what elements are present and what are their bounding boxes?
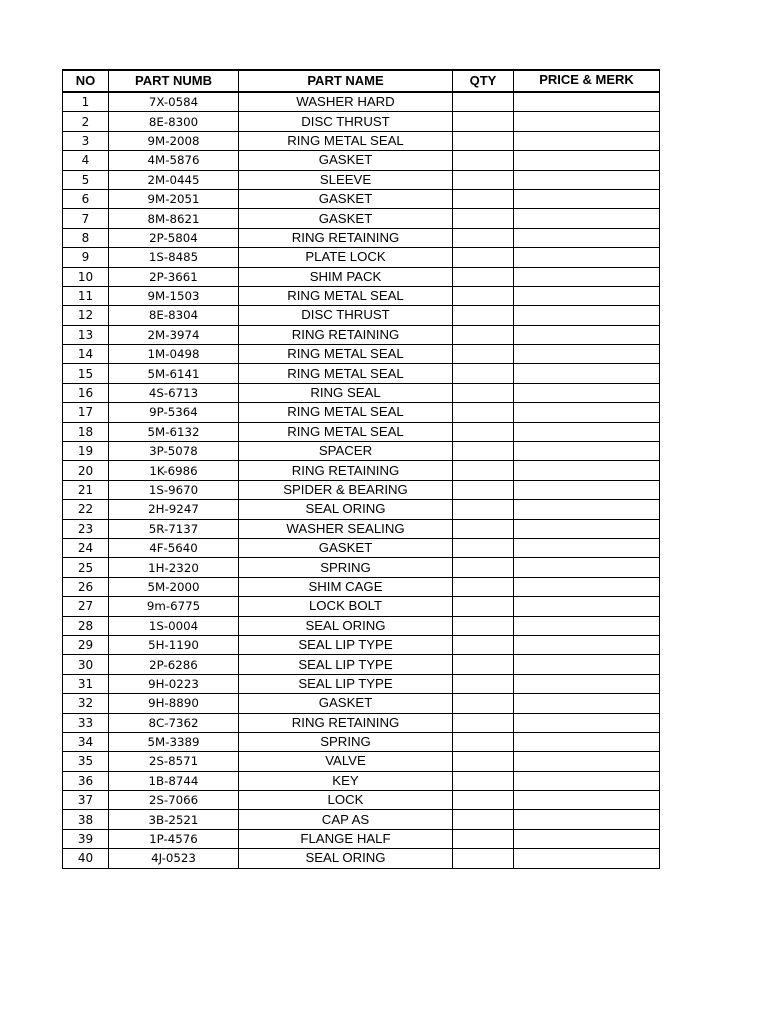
cell-part-numb: 2S-7066 [109, 791, 239, 810]
cell-qty[interactable] [453, 655, 514, 674]
cell-price-merk[interactable] [514, 791, 660, 810]
cell-part-name: GASKET [239, 209, 453, 228]
cell-no: 11 [63, 286, 109, 305]
cell-price-merk[interactable] [514, 558, 660, 577]
cell-part-name: LOCK [239, 791, 453, 810]
table-row [63, 771, 660, 790]
cell-part-name: RING RETAINING [239, 228, 453, 247]
table-row [63, 694, 660, 713]
cell-part-name: GASKET [239, 694, 453, 713]
cell-no: 16 [63, 383, 109, 402]
cell-part-numb: 1S-8485 [109, 248, 239, 267]
table-row [63, 500, 660, 519]
cell-part-numb: 8E-8304 [109, 306, 239, 325]
cell-qty[interactable] [453, 248, 514, 267]
cell-no: 24 [63, 538, 109, 557]
cell-qty[interactable] [453, 694, 514, 713]
cell-no: 1 [63, 92, 109, 112]
cell-price-merk[interactable] [514, 732, 660, 751]
cell-price-merk[interactable] [514, 248, 660, 267]
cell-part-numb: 1S-0004 [109, 616, 239, 635]
cell-qty[interactable] [453, 849, 514, 868]
table-row [63, 558, 660, 577]
cell-no: 26 [63, 577, 109, 596]
cell-part-name: SEAL LIP TYPE [239, 655, 453, 674]
table-row [63, 189, 660, 208]
cell-no: 32 [63, 694, 109, 713]
table-row [63, 170, 660, 189]
cell-qty[interactable] [453, 325, 514, 344]
cell-price-merk[interactable] [514, 480, 660, 499]
cell-no: 19 [63, 442, 109, 461]
cell-no: 23 [63, 519, 109, 538]
cell-no: 14 [63, 345, 109, 364]
table-row [63, 286, 660, 305]
cell-part-name: RING METAL SEAL [239, 345, 453, 364]
cell-qty[interactable] [453, 442, 514, 461]
cell-qty[interactable] [453, 228, 514, 247]
cell-qty[interactable] [453, 461, 514, 480]
table-row [63, 674, 660, 693]
cell-price-merk[interactable] [514, 403, 660, 422]
cell-part-name: SEAL LIP TYPE [239, 635, 453, 654]
cell-price-merk[interactable] [514, 228, 660, 247]
cell-part-numb: 5M-6132 [109, 422, 239, 441]
cell-price-merk[interactable] [514, 519, 660, 538]
cell-part-name: RING METAL SEAL [239, 131, 453, 150]
table-row [63, 364, 660, 383]
cell-part-numb: 9P-5364 [109, 403, 239, 422]
cell-qty[interactable] [453, 771, 514, 790]
cell-part-numb: 2P-5804 [109, 228, 239, 247]
cell-qty[interactable] [453, 189, 514, 208]
cell-part-name: DISC THRUST [239, 306, 453, 325]
cell-price-merk[interactable] [514, 752, 660, 771]
cell-qty[interactable] [453, 597, 514, 616]
table-row [63, 752, 660, 771]
cell-qty[interactable] [453, 519, 514, 538]
cell-price-merk[interactable] [514, 810, 660, 829]
table-row [63, 519, 660, 538]
cell-part-numb: 1H-2320 [109, 558, 239, 577]
cell-part-name: DISC THRUST [239, 112, 453, 131]
cell-part-numb: 4M-5876 [109, 151, 239, 170]
cell-price-merk[interactable] [514, 577, 660, 596]
cell-part-name: SPRING [239, 558, 453, 577]
cell-qty[interactable] [453, 674, 514, 693]
cell-part-name: WASHER SEALING [239, 519, 453, 538]
cell-no: 13 [63, 325, 109, 344]
cell-part-numb: 7X-0584 [109, 92, 239, 112]
cell-price-merk[interactable] [514, 306, 660, 325]
cell-price-merk[interactable] [514, 325, 660, 344]
header-qty: QTY [453, 70, 514, 92]
cell-part-name: SHIM CAGE [239, 577, 453, 596]
cell-part-numb: 5M-6141 [109, 364, 239, 383]
cell-part-numb: 5M-2000 [109, 577, 239, 596]
cell-price-merk[interactable] [514, 345, 660, 364]
table-row [63, 92, 660, 112]
cell-no: 31 [63, 674, 109, 693]
cell-part-name: SPRING [239, 732, 453, 751]
table-row [63, 325, 660, 344]
cell-no: 17 [63, 403, 109, 422]
cell-part-numb: 2M-3974 [109, 325, 239, 344]
cell-part-name: VALVE [239, 752, 453, 771]
cell-part-name: SEAL ORING [239, 616, 453, 635]
cell-qty[interactable] [453, 752, 514, 771]
cell-part-name: GASKET [239, 189, 453, 208]
cell-no: 7 [63, 209, 109, 228]
cell-qty[interactable] [453, 364, 514, 383]
cell-part-numb: 1K-6986 [109, 461, 239, 480]
cell-no: 20 [63, 461, 109, 480]
table-row [63, 597, 660, 616]
cell-qty[interactable] [453, 151, 514, 170]
cell-price-merk[interactable] [514, 713, 660, 732]
cell-part-name: RING METAL SEAL [239, 364, 453, 383]
cell-no: 35 [63, 752, 109, 771]
table-row [63, 713, 660, 732]
cell-part-numb: 4J-0523 [109, 849, 239, 868]
cell-part-name: SLEEVE [239, 170, 453, 189]
cell-part-name: GASKET [239, 538, 453, 557]
cell-part-numb: 9M-2008 [109, 131, 239, 150]
cell-qty[interactable] [453, 383, 514, 402]
cell-no: 39 [63, 829, 109, 848]
cell-no: 25 [63, 558, 109, 577]
header-part-numb: PART NUMB [109, 70, 239, 92]
table-row [63, 461, 660, 480]
cell-price-merk[interactable] [514, 151, 660, 170]
cell-no: 2 [63, 112, 109, 131]
cell-part-numb: 8E-8300 [109, 112, 239, 131]
cell-part-numb: 5H-1190 [109, 635, 239, 654]
cell-price-merk[interactable] [514, 286, 660, 305]
cell-part-name: SHIM PACK [239, 267, 453, 286]
table-row [63, 228, 660, 247]
cell-price-merk[interactable] [514, 461, 660, 480]
cell-qty[interactable] [453, 112, 514, 131]
cell-price-merk[interactable] [514, 674, 660, 693]
cell-part-numb: 2P-6286 [109, 655, 239, 674]
cell-price-merk[interactable] [514, 655, 660, 674]
cell-part-numb: 2P-3661 [109, 267, 239, 286]
cell-part-name: RING METAL SEAL [239, 422, 453, 441]
cell-part-name: SEAL ORING [239, 849, 453, 868]
cell-no: 12 [63, 306, 109, 325]
cell-no: 8 [63, 228, 109, 247]
cell-qty[interactable] [453, 209, 514, 228]
cell-no: 6 [63, 189, 109, 208]
cell-price-merk[interactable] [514, 616, 660, 635]
cell-qty[interactable] [453, 713, 514, 732]
table-row [63, 829, 660, 848]
cell-no: 9 [63, 248, 109, 267]
cell-price-merk[interactable] [514, 849, 660, 868]
table-row [63, 209, 660, 228]
cell-part-name: RING METAL SEAL [239, 403, 453, 422]
cell-part-numb: 3P-5078 [109, 442, 239, 461]
cell-part-numb: 9M-2051 [109, 189, 239, 208]
cell-no: 37 [63, 791, 109, 810]
cell-no: 27 [63, 597, 109, 616]
parts-table [62, 69, 660, 869]
cell-price-merk[interactable] [514, 694, 660, 713]
cell-qty[interactable] [453, 732, 514, 751]
cell-part-name: PLATE LOCK [239, 248, 453, 267]
table-row [63, 306, 660, 325]
cell-price-merk[interactable] [514, 597, 660, 616]
cell-part-numb: 1B-8744 [109, 771, 239, 790]
cell-part-numb: 9m-6775 [109, 597, 239, 616]
cell-part-numb: 2M-0445 [109, 170, 239, 189]
cell-qty[interactable] [453, 635, 514, 654]
cell-part-name: RING RETAINING [239, 461, 453, 480]
table-row [63, 345, 660, 364]
table-row [63, 732, 660, 751]
cell-price-merk[interactable] [514, 500, 660, 519]
table-row [63, 655, 660, 674]
cell-no: 33 [63, 713, 109, 732]
cell-qty[interactable] [453, 558, 514, 577]
cell-part-name: SPACER [239, 442, 453, 461]
cell-no: 30 [63, 655, 109, 674]
cell-price-merk[interactable] [514, 442, 660, 461]
cell-qty[interactable] [453, 810, 514, 829]
table-row [63, 422, 660, 441]
cell-part-numb: 8C-7362 [109, 713, 239, 732]
table-row [63, 383, 660, 402]
header-no: NO [63, 70, 109, 92]
cell-price-merk[interactable] [514, 131, 660, 150]
cell-part-name: SPIDER & BEARING [239, 480, 453, 499]
cell-no: 36 [63, 771, 109, 790]
cell-part-name: RING RETAINING [239, 325, 453, 344]
cell-part-numb: 4F-5640 [109, 538, 239, 557]
table-row [63, 131, 660, 150]
cell-no: 5 [63, 170, 109, 189]
cell-price-merk[interactable] [514, 383, 660, 402]
cell-part-numb: 9H-8890 [109, 694, 239, 713]
cell-part-numb: 1S-9670 [109, 480, 239, 499]
cell-part-name: SEAL ORING [239, 500, 453, 519]
table-row [63, 480, 660, 499]
cell-no: 38 [63, 810, 109, 829]
cell-part-numb: 5R-7137 [109, 519, 239, 538]
cell-price-merk[interactable] [514, 829, 660, 848]
cell-price-merk[interactable] [514, 112, 660, 131]
cell-price-merk[interactable] [514, 538, 660, 557]
header-row [63, 70, 660, 92]
table-row [63, 403, 660, 422]
cell-part-numb: 9H-0223 [109, 674, 239, 693]
cell-price-merk[interactable] [514, 170, 660, 189]
parts-list-sheet [62, 69, 659, 869]
cell-part-name: KEY [239, 771, 453, 790]
cell-qty[interactable] [453, 345, 514, 364]
cell-qty[interactable] [453, 92, 514, 112]
cell-no: 18 [63, 422, 109, 441]
cell-qty[interactable] [453, 829, 514, 848]
table-row [63, 635, 660, 654]
cell-no: 21 [63, 480, 109, 499]
cell-part-name: LOCK BOLT [239, 597, 453, 616]
cell-qty[interactable] [453, 403, 514, 422]
cell-price-merk[interactable] [514, 189, 660, 208]
cell-qty[interactable] [453, 422, 514, 441]
cell-part-name: FLANGE HALF [239, 829, 453, 848]
cell-part-numb: 2S-8571 [109, 752, 239, 771]
cell-part-name: WASHER HARD [239, 92, 453, 112]
header-price-merk: PRICE & MERK [514, 70, 660, 92]
cell-no: 22 [63, 500, 109, 519]
cell-qty[interactable] [453, 791, 514, 810]
cell-no: 4 [63, 151, 109, 170]
table-row [63, 248, 660, 267]
cell-part-numb: 9M-1503 [109, 286, 239, 305]
cell-no: 29 [63, 635, 109, 654]
cell-no: 34 [63, 732, 109, 751]
cell-qty[interactable] [453, 577, 514, 596]
cell-qty[interactable] [453, 286, 514, 305]
table-row [63, 849, 660, 868]
cell-price-merk[interactable] [514, 267, 660, 286]
cell-part-name: CAP AS [239, 810, 453, 829]
table-row [63, 616, 660, 635]
cell-qty[interactable] [453, 538, 514, 557]
table-row [63, 791, 660, 810]
cell-part-numb: 3B-2521 [109, 810, 239, 829]
cell-price-merk[interactable] [514, 364, 660, 383]
cell-qty[interactable] [453, 131, 514, 150]
cell-part-numb: 2H-9247 [109, 500, 239, 519]
cell-qty[interactable] [453, 480, 514, 499]
cell-price-merk[interactable] [514, 92, 660, 112]
header-part-name: PART NAME [239, 70, 453, 92]
cell-qty[interactable] [453, 500, 514, 519]
cell-part-name: RING RETAINING [239, 713, 453, 732]
cell-qty[interactable] [453, 616, 514, 635]
cell-part-name: GASKET [239, 151, 453, 170]
cell-part-numb: 1M-0498 [109, 345, 239, 364]
cell-part-name: RING SEAL [239, 383, 453, 402]
table-row [63, 151, 660, 170]
table-row [63, 442, 660, 461]
cell-part-name: SEAL LIP TYPE [239, 674, 453, 693]
cell-no: 15 [63, 364, 109, 383]
cell-qty[interactable] [453, 306, 514, 325]
cell-part-numb: 5M-3389 [109, 732, 239, 751]
cell-price-merk[interactable] [514, 422, 660, 441]
cell-part-numb: 8M-8621 [109, 209, 239, 228]
cell-no: 40 [63, 849, 109, 868]
cell-part-numb: 1P-4576 [109, 829, 239, 848]
cell-part-numb: 4S-6713 [109, 383, 239, 402]
table-row [63, 538, 660, 557]
cell-no: 3 [63, 131, 109, 150]
cell-no: 28 [63, 616, 109, 635]
cell-qty[interactable] [453, 267, 514, 286]
table-row [63, 112, 660, 131]
table-row [63, 810, 660, 829]
cell-price-merk[interactable] [514, 209, 660, 228]
cell-price-merk[interactable] [514, 635, 660, 654]
cell-price-merk[interactable] [514, 771, 660, 790]
cell-no: 10 [63, 267, 109, 286]
cell-qty[interactable] [453, 170, 514, 189]
table-row [63, 577, 660, 596]
cell-part-name: RING METAL SEAL [239, 286, 453, 305]
parts-table-body [63, 92, 660, 868]
table-row [63, 267, 660, 286]
